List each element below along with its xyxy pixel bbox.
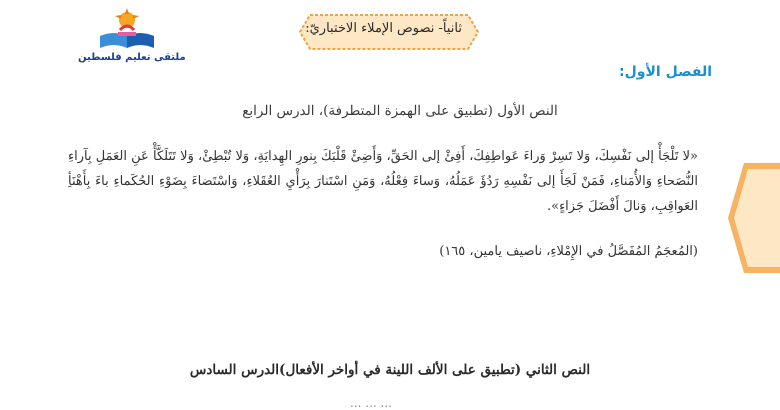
text1-paragraph: «لا تَلْجَأْ إلى نَفْسِكَ، وَلا تَسِرْ وَراءَ عَواطِفِكَ، أَفِئْ إلى الحَقِّ، وَأَضِئْ قَلْبَكَ بِنورِ الهِدايَةِ، وَلا تُبْطِئْ، وَلا تَتَلَكَّأْ عَنِ العَمَلِ بِآراءِ النُّصَحاءِ وَالأُمَناءِ، فَمَنْ لَجَأَ إلى نَفْسِهِ رَدُؤَ عَمَلُهُ، وَساءَ فِعْلُهُ، وَمَنِ اسْتَنارَ بِرَأْيِ العُقَلاءِ، وَاسْتَضاءَ بِضَوْءِ الحُكَماءِ باءَ بِأَهْنَأِ العَواقِبِ، وَنالَ أَفْضَلَ جَزاءٍ». [68, 149, 698, 214]
site-logo [78, 6, 186, 68]
book-logo-icon [96, 6, 158, 50]
text1-title: النص الأول (تطبيق على الهمزة المتطرفة)، الدرس الرابع [242, 103, 558, 119]
text1-source: (المُعجَمُ المُفَصَّلُ في الإِمْلاءِ، ناصيف يامين، ١٦٥) [439, 244, 698, 259]
section-title: ثانياً- نصوص الإملاء الاختباريّ: [305, 21, 462, 36]
logo-text: ملتقى تعليم فلسطين [78, 52, 186, 63]
text2-title: النص الثاني (تطبيق على الألف اللينة في أواخر الأفعال)الدرس السادس [189, 362, 591, 378]
text2-partial-line: ... ... ... [350, 396, 392, 410]
chapter-title: الفصل الأول: [619, 64, 712, 80]
section-banner [298, 13, 480, 51]
side-tab-decoration [728, 163, 780, 277]
